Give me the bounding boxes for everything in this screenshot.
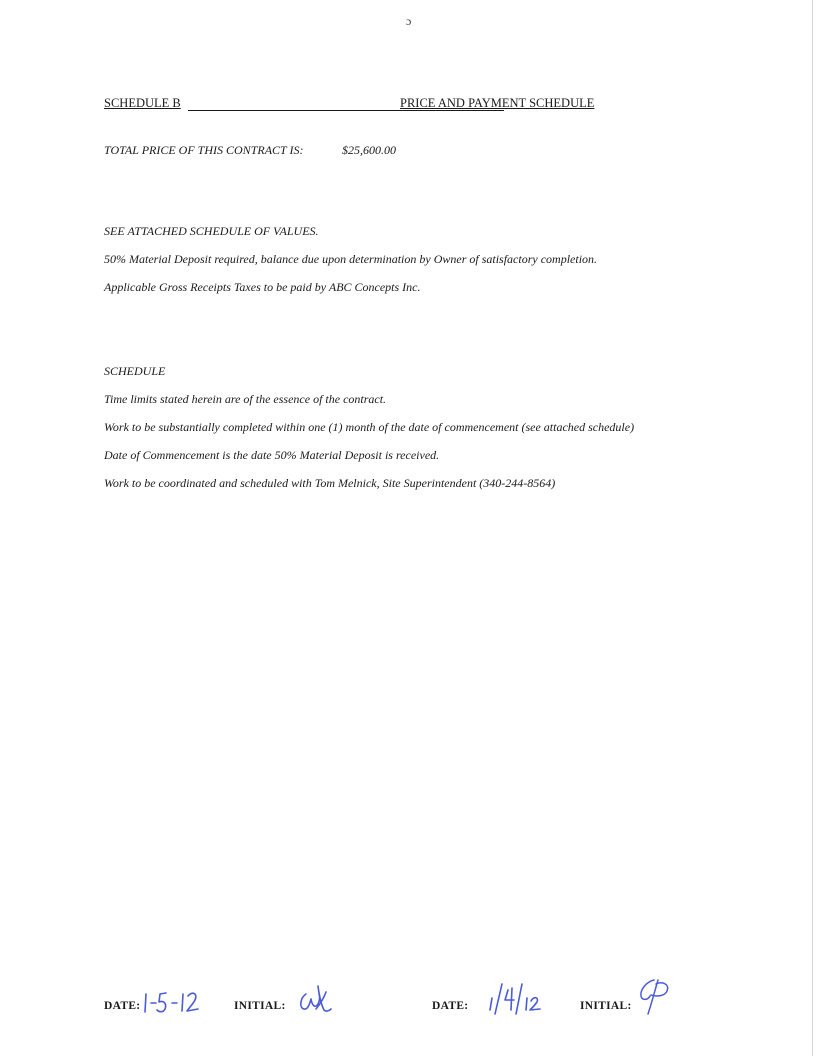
page-mark: ɔ <box>406 14 412 28</box>
schedule-of-values-note: SEE ATTACHED SCHEDULE OF VALUES. <box>104 224 319 238</box>
tax-terms: Applicable Gross Receipts Taxes to be paid by ABC Concepts Inc. <box>104 280 421 294</box>
initial-label-right: INITIAL: <box>580 1000 632 1012</box>
handwritten-initials-left <box>298 982 334 1016</box>
handwritten-date-right <box>486 980 546 1016</box>
schedule-item: Time limits stated herein are of the essence of the contract. <box>104 392 387 406</box>
deposit-terms: 50% Material Deposit required, balance due upon determination by Owner of satisfactory completion. <box>104 252 598 266</box>
schedule-title: SCHEDULE B <box>104 96 181 110</box>
schedule-header <box>104 96 610 116</box>
schedule-subtitle: PRICE AND PAYMENT SCHEDULE <box>400 96 595 110</box>
handwritten-initials-right <box>636 976 672 1016</box>
schedule-item: Work to be coordinated and scheduled with Tom Melnick, Site Superintendent (340-244-8564) <box>104 476 556 490</box>
page-edge-line <box>812 0 813 1056</box>
total-price-label: TOTAL PRICE OF THIS CONTRACT IS: <box>104 143 304 157</box>
schedule-heading: SCHEDULE <box>104 364 166 378</box>
initial-label-left: INITIAL: <box>234 1000 286 1012</box>
handwritten-date-left <box>142 986 202 1016</box>
date-label-right: DATE: <box>432 1000 469 1012</box>
total-price-value: $25,600.00 <box>342 143 396 157</box>
date-label-left: DATE: <box>104 1000 141 1012</box>
schedule-item: Date of Commencement is the date 50% Material Deposit is received. <box>104 448 440 462</box>
schedule-item: Work to be substantially completed within one (1) month of the date of commencement (see attached schedule) <box>104 420 635 434</box>
